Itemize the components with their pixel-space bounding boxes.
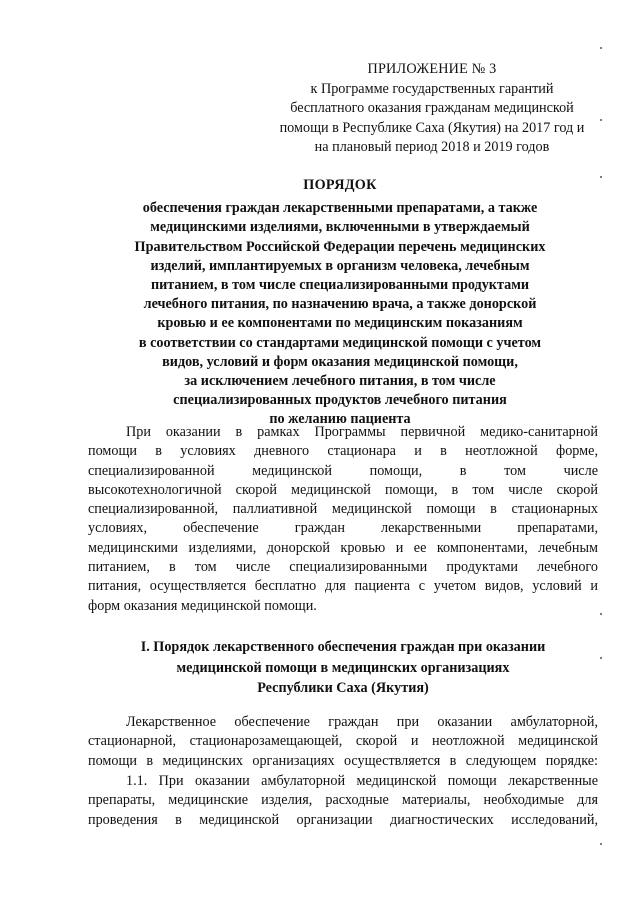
section-title-line: I. Порядок лекарственного обеспечения граждан при оказании xyxy=(140,639,546,655)
title-line: изделий, имплантируемых в организм человека, лечебным xyxy=(150,257,530,274)
section-paragraph xyxy=(88,713,598,771)
paragraph-line: специализированной медицинской помощи, в том числе xyxy=(88,462,598,479)
paragraph-line: Лекарственное обеспечение граждан при оказании амбулаторной, xyxy=(126,714,598,730)
scan-mark xyxy=(600,119,602,121)
scan-mark xyxy=(600,613,602,615)
paragraph-line: специализированной, паллиативной медицинской помощи в стационарных xyxy=(88,501,598,518)
appendix-line: помощи в Республике Саха (Якутия) на 2017 год и xyxy=(279,119,585,136)
paragraph-line: условиях, обеспечение граждан лекарственными препаратами, xyxy=(88,520,598,537)
appendix-label: ПРИЛОЖЕНИЕ № 3 xyxy=(367,61,497,77)
scan-mark xyxy=(600,47,602,49)
section-title-line: медицинской помощи в медицинских организациях xyxy=(176,659,510,676)
appendix-header xyxy=(262,60,602,158)
title-line: питанием, в том числе специализированными продуктами xyxy=(150,277,530,294)
title-heading: ПОРЯДОК xyxy=(303,177,377,193)
scan-mark xyxy=(600,657,602,659)
title-line: лечебного питания, по назначению врача, а также донорской xyxy=(143,296,537,313)
title-line: за исключением лечебного питания, в том числе xyxy=(184,373,496,390)
paragraph-line: 1.1. При оказании амбулаторной медицинской помощи лекарственные xyxy=(126,773,598,789)
title-line: специализированных продуктов лечебного питания xyxy=(173,392,507,409)
appendix-line: на плановый период 2018 и 2019 годов xyxy=(314,139,550,155)
paragraph-line: помощи в условиях дневного стационара и в неотложной форме, xyxy=(88,443,598,460)
appendix-line: к Программе государственных гарантий xyxy=(310,80,554,97)
clause-paragraph xyxy=(88,772,598,830)
scan-mark xyxy=(600,843,602,845)
scan-mark xyxy=(600,176,602,178)
title-line: видов, условий и форм оказания медицинской помощи, xyxy=(162,353,518,370)
title-line: обеспечения граждан лекарственными препаратами, а также xyxy=(142,200,538,217)
title-line: медицинскими изделиями, включенными в утверждаемый xyxy=(150,219,530,236)
paragraph-line: питания, осуществляется бесплатно для пациента с учетом видов, условий и xyxy=(88,578,598,595)
paragraph-line: стационарной, стационарозамещающей, скорой и неотложной медицинской xyxy=(88,733,598,750)
paragraph-line: При оказании в рамках Программы первичной медико-санитарной xyxy=(126,424,598,440)
paragraph-line: высокотехнологичной скорой медицинской помощи, в том числе скорой xyxy=(88,481,598,498)
appendix-line: бесплатного оказания гражданам медицинской xyxy=(290,100,574,116)
title-line: Правительством Российской Федерации перечень медицинских xyxy=(134,238,546,255)
paragraph-line: проведения в медицинской организации диагностических исследований, xyxy=(88,811,598,828)
section-title-line: Республики Саха (Якутия) xyxy=(257,680,429,696)
paragraph-line: форм оказания медицинской помощи. xyxy=(88,597,317,614)
paragraph-line: медицинскими изделиями, донорской кровью и ее компонентами, лечебным xyxy=(88,539,598,556)
paragraph-line: препараты, медицинские изделия, расходные материалы, необходимые для xyxy=(88,792,598,809)
paragraph-line: помощи в медицинских организациях осуществляется в следующем порядке: xyxy=(88,752,598,769)
title-line: по желанию пациента xyxy=(269,411,411,428)
title-line: кровью и ее компонентами по медицинским показаниям xyxy=(157,315,523,332)
document-title xyxy=(60,176,620,430)
intro-paragraph xyxy=(88,423,598,616)
title-line: в соответствии со стандартами медицинской помощи с учетом xyxy=(138,334,542,351)
section-title xyxy=(88,637,598,699)
paragraph-line: питанием, в том числе специализированными продуктами лечебного xyxy=(88,559,598,576)
